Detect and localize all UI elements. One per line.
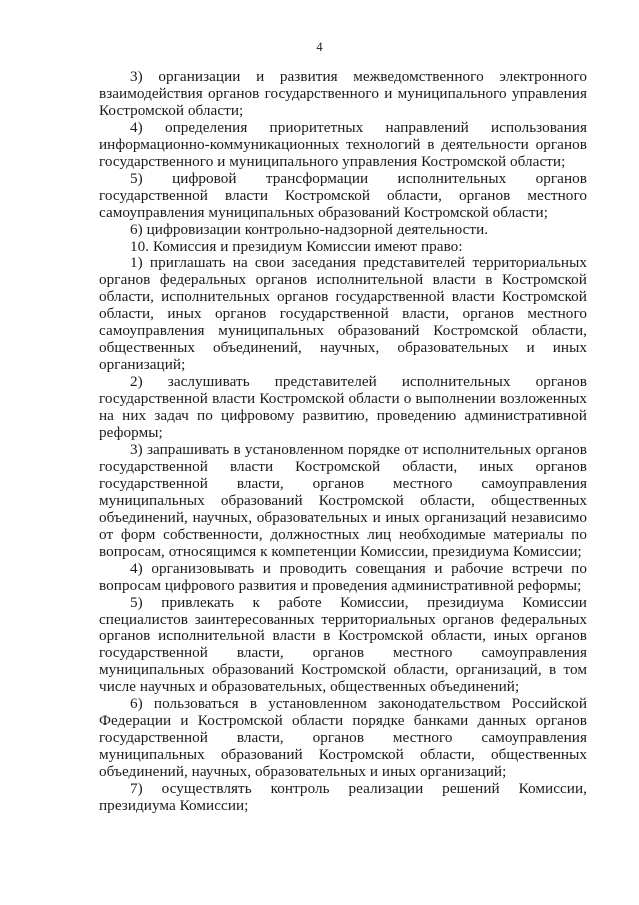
page-number: 4 [316, 40, 323, 54]
paragraph: 10. Комиссия и президиум Комиссии имеют право: [130, 237, 463, 255]
document-body [99, 69, 587, 815]
paragraph: 1) приглашать на свои заседания представителей территориальных органов федеральных органов исполнительной власти в Костромской области, исполнительных органов государственной власти Костромской области, иных органов государственной власти, органов местного самоуправления муниципальных образований Костромской области, общественных объединений, научных, образовательных и иных организаций; [99, 254, 587, 374]
paragraph: 6) цифровизации контрольно-надзорной деятельности. [130, 220, 489, 238]
paragraph: 7) осуществлять контроль реализации решений Комиссии, президиума Комиссии; [99, 780, 587, 814]
paragraph: 4) организовывать и проводить совещания и рабочие встречи по вопросам цифрового развития и проведения административной реформы; [99, 559, 587, 594]
paragraph: 2) заслушивать представителей исполнительных органов государственной власти Костромской области о выполнении возложенных на них задач по цифровому развитию, проведению административной реформы; [99, 373, 587, 442]
paragraph: 4) определения приоритетных направлений использования информационно-коммуникационных технологий в деятельности органов государственного и муниципального управления Костромской области; [99, 118, 587, 170]
paragraph: 3) организации и развития межведомственного электронного взаимодействия органов государственного и муниципального управления Костромской области; [99, 68, 587, 119]
paragraph: 5) привлекать к работе Комиссии, президиума Комиссии специалистов заинтересованных территориальных органов федеральных органов исполнительной власти в Костромской области, иных органов государственной власти, органов местного самоуправления муниципальных образований Костромской области, организаций, в том числе научных и образовательных, общественных объединений; [99, 593, 587, 696]
paragraph: 3) запрашивать в установленном порядке от исполнительных органов государственной власти Костромской области, иных органов государственной власти, органов местного самоуправления муниципальных образований Костромской области, общественных объединений, научных, образовательных и иных организаций независимо от форм собственности, должностных лиц необходимые материалы по вопросам, относящимся к компетенции Комиссии, президиума Комиссии; [99, 440, 587, 560]
paragraph: 6) пользоваться в установленном законодательством Российской Федерации и Костромской области порядке банками данных органов государственной власти, органов местного самоуправления муниципальных образований Костромской области, общественных объединений, научных, образовательных и иных организаций; [99, 695, 587, 781]
paragraph: 5) цифровой трансформации исполнительных органов государственной власти Костромской области, органов местного самоуправления муниципальных образований Костромской области; [99, 169, 587, 221]
